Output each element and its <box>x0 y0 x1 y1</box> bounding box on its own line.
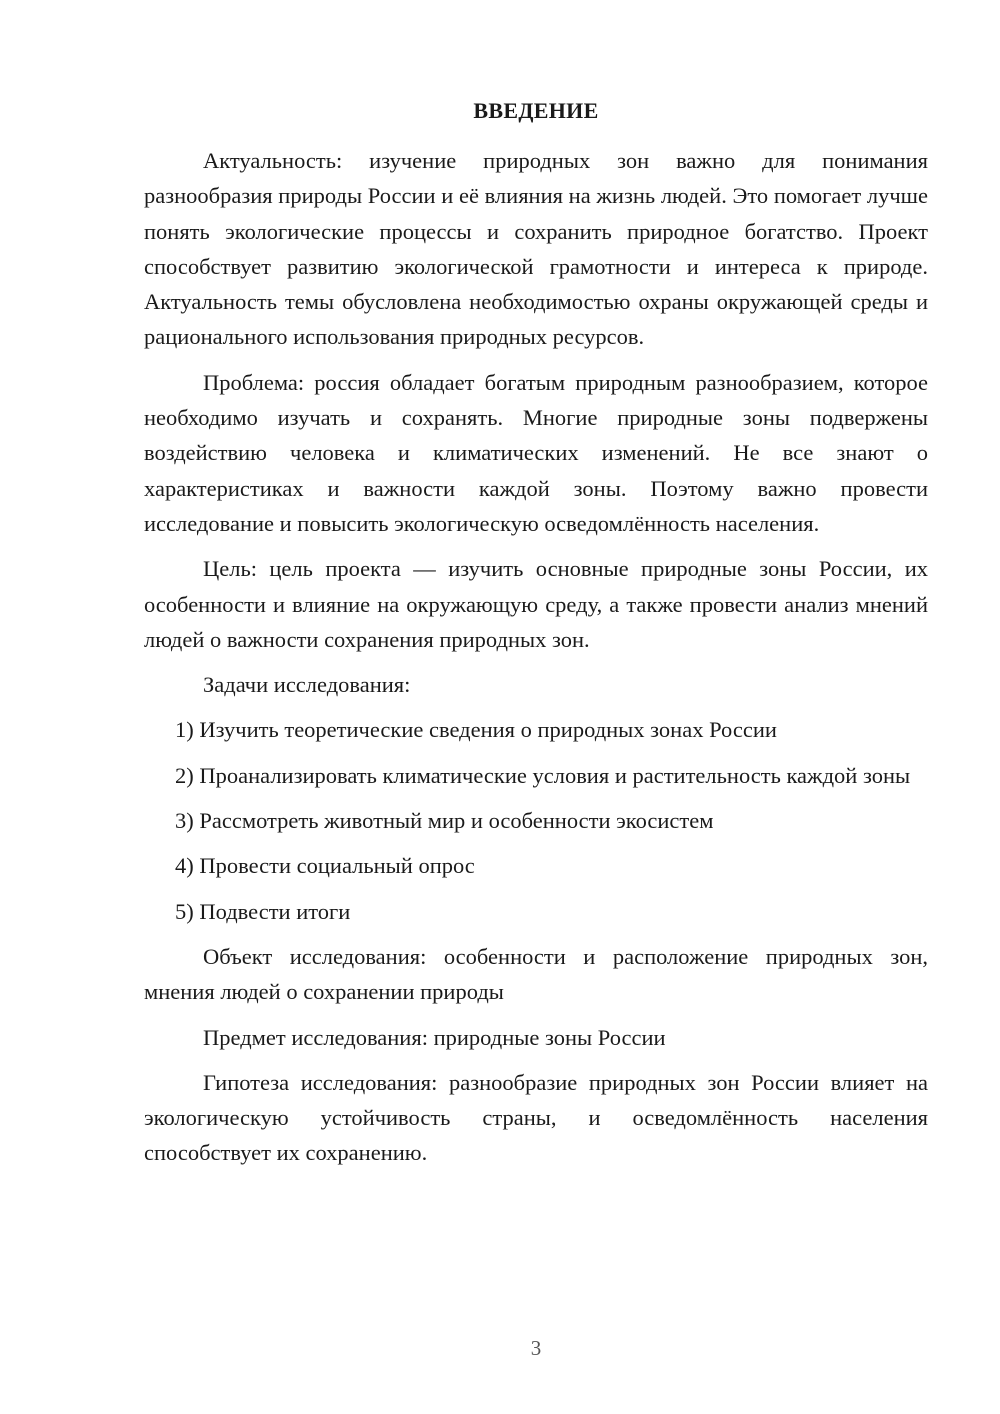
page-number: 3 <box>530 1336 542 1360</box>
task-item-1: 1) Изучить теоретические сведения о природных зонах России <box>175 717 777 743</box>
paragraph-problem: Проблема: россия обладает богатым природным разнообразием, которое необходимо изучать и сохранять. Многие природные зоны подвержены воздействию человека и климатических изменений. Не все знают о характеристиках и важности каждой зоны. Поэтому важно провести исследование и повысить экологическую осведомлённость населения. <box>144 369 928 536</box>
task-item-5: 5) Подвести итоги <box>175 898 351 924</box>
body-text <box>144 143 928 1181</box>
task-item-4: 4) Провести социальный опрос <box>175 853 475 879</box>
paragraph-hypothesis: Гипотеза исследования: разнообразие природных зон России влияет на экологическую устойчивость страны, и осведомлённость населения способствует их сохранению. <box>144 1069 928 1166</box>
paragraph-goal: Цель: цель проекта — изучить основные природные зоны России, их особенности и влияние на окружающую среду, а также провести анализ мнений людей о важности сохранения природных зон. <box>144 556 928 652</box>
document-page <box>144 0 928 1414</box>
page-title: ВВЕДЕНИЕ <box>473 98 599 123</box>
paragraph-subject: Предмет исследования: природные зоны России <box>203 1024 666 1050</box>
paragraph-object: Объект исследования: особенности и расположение природных зон, мнения людей о сохранении природы <box>144 943 928 1005</box>
paragraph-relevance: Актуальность: изучение природных зон важно для понимания разнообразия природы России и её влияния на жизнь людей. Это помогает лучше понять экологические процессы и сохранить природное богатство. Проект способствует развитию экологической грамотности и интереса к природе. Актуальность темы обусловлена необходимостью охраны окружающей среды и рационального использования природных ресурсов. <box>144 148 928 350</box>
task-item-3: 3) Рассмотреть животный мир и особенности экосистем <box>175 808 714 834</box>
task-item-2: 2) Проанализировать климатические условия и растительность каждой зоны <box>175 762 911 788</box>
paragraph-tasks-heading: Задачи исследования: <box>203 672 411 698</box>
